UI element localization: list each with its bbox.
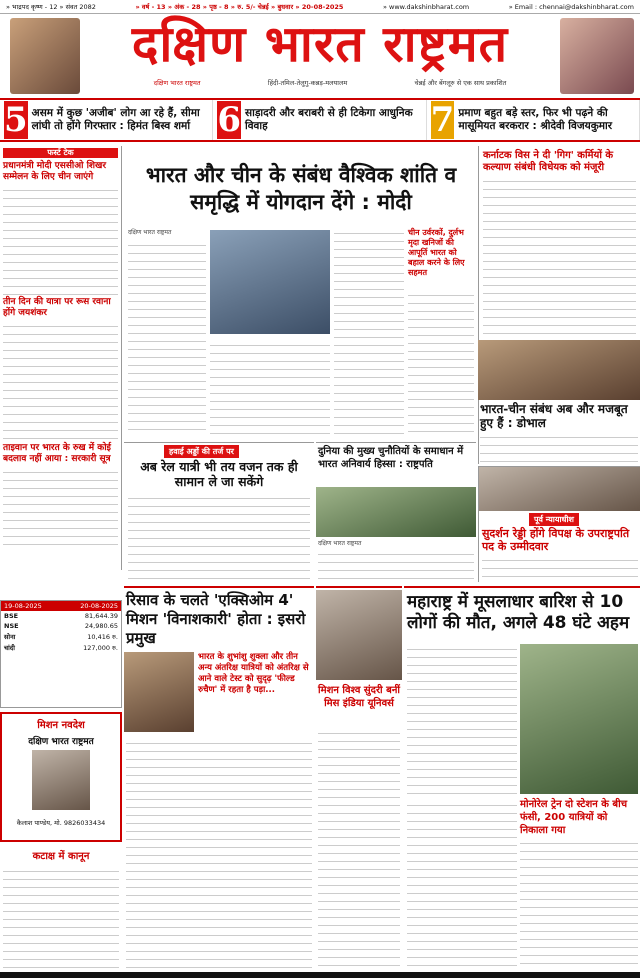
- right-headline[interactable]: कर्नाटक विस ने दी 'गिग' कर्मियों के कल्याण संबंधी विधेयक को मंजूरी: [483, 150, 614, 173]
- gold-label: सोना: [4, 633, 16, 641]
- rail-section: [124, 442, 314, 582]
- miss-india-section: [316, 586, 402, 970]
- text-block: [3, 467, 118, 547]
- isro-section: [124, 586, 314, 970]
- isro-subheadline[interactable]: भारत के शुभांशु शुक्ला और तीन अन्य अंतरिक्ष यात्रियों को अंतरिक्ष से आने वाले टेस्ट को सुदृढ़ 'फील्ड रुचैण' में रहता है पड़ा...: [198, 652, 309, 695]
- text-block: [210, 340, 330, 436]
- left-headline-2[interactable]: तीन दिन की यात्रा पर रूस रवाना होंगे जयशंकर: [3, 297, 111, 318]
- strip-text: असम में कुछ 'अजीब' लोग आ रहे हैं, सीमा लांघी तो होंगे गिरफ्तार : हिमंत बिस्व शर्मा: [31, 107, 200, 132]
- masthead-title: दक्षिण भारत राष्ट्रमत: [131, 14, 509, 73]
- ad-photo: [32, 750, 90, 810]
- text-block: [482, 555, 638, 581]
- silver-label: चांदी: [4, 644, 15, 652]
- market-bse: [1, 611, 121, 621]
- market-gold: [1, 631, 121, 642]
- meta-email[interactable]: » Email : chennai@dakshinbharat.com: [508, 2, 634, 11]
- left-headline-1[interactable]: प्रधानमंत्री मोदी एससीओ शिखर सम्मेलन के लिए चीन जाएंगे: [3, 161, 107, 182]
- left-kicker: फर्स्ट टेक: [3, 148, 118, 158]
- market-dates: [1, 601, 121, 611]
- gold-value: 10,416 रु.: [87, 633, 118, 641]
- rain-section: [404, 586, 640, 970]
- text-block: [407, 800, 517, 968]
- market-silver: [1, 642, 121, 653]
- market-box: [0, 600, 122, 708]
- president-section: [316, 442, 476, 582]
- strip-text: साड़ादरी और बराबरी से ही टिकेगा आधुनिक विवाह: [245, 107, 413, 132]
- market-nse: [1, 621, 121, 631]
- lead-headline[interactable]: भारत और चीन के संबंध वैश्विक शांति व समृद्धि में योगदान देंगे : मोदी: [145, 163, 457, 214]
- masthead-left-photo: [10, 18, 80, 94]
- tagline-3: चेन्नई और बेंगलूरु से एक साथ प्रकाशित: [414, 79, 507, 87]
- rain-photo: [520, 644, 638, 794]
- rain-headline[interactable]: महाराष्ट्र में मूसलाधार बारिश से 10 लोगों की मौत, अगले 48 घंटे अहम: [407, 592, 630, 633]
- market-date-1: 19-08-2025: [4, 602, 42, 610]
- masthead-tagline: [120, 78, 540, 87]
- strip-item[interactable]: [427, 100, 640, 140]
- left-column: [0, 146, 122, 570]
- reddy-headline[interactable]: सुदर्शन रेड्डी होंगे विपक्ष के उपराष्ट्रपति पद के उम्मीदवार: [482, 527, 630, 553]
- strip-page-number: 5: [4, 100, 28, 140]
- ad-paper: दक्षिण भारत राष्ट्रमत: [28, 737, 94, 747]
- doval-story: [478, 340, 640, 464]
- nse-value: 24,980.65: [84, 622, 118, 630]
- president-byline: दक्षिण भारत राष्ट्रमत: [318, 540, 362, 547]
- masthead-right-photo: [560, 18, 634, 94]
- meta-bar: [0, 0, 640, 14]
- lead-photo: [210, 230, 330, 334]
- text-block: [126, 738, 312, 968]
- tagline-2: हिंदी-तमिल-तेलुगु-कन्नड़-मलयालम: [267, 79, 348, 87]
- isro-photo: [124, 652, 194, 732]
- doval-photo: [478, 340, 640, 400]
- strip-text: प्रमाण बहुत बड़े स्तर, फिर भी पढ़ने की मासूमियत बरकरार : श्रीदेवी विजयकुमार: [458, 107, 613, 132]
- bse-value: 81,644.39: [84, 612, 118, 620]
- reddy-section: [478, 466, 640, 582]
- ad-title: मिशन नवदेश: [37, 720, 85, 731]
- reddy-photo: [479, 467, 640, 511]
- ad-contact: कैलाश पाण्डेय, मो. 9826033434: [16, 819, 106, 827]
- footer-rule: [0, 972, 640, 978]
- rail-tag: हवाई अड्डों की तर्ज पर: [164, 445, 239, 458]
- lead-byline: दक्षिण भारत राष्ट्रमत: [128, 229, 172, 236]
- bse-label: BSE: [4, 612, 19, 620]
- doval-headline[interactable]: भारत-चीन संबंध अब और मजबूत हुए हैं : डोभाल: [480, 402, 628, 430]
- text-block: [3, 185, 118, 295]
- strip-page-number: 6: [217, 100, 241, 140]
- text-block: [3, 321, 118, 441]
- isro-headline[interactable]: रिसाव के चलते 'एक्सिओम 4' मिशन 'विनाशकारी' होता : इसरो प्रमुख: [126, 591, 306, 647]
- miss-india-photo: [316, 590, 402, 680]
- text-block: [128, 240, 206, 436]
- president-headline[interactable]: दुनिया की मुख्य चुनौतियों के समाधान में भारत अनिवार्य हिस्सा : राष्ट्रपति: [318, 446, 464, 470]
- text-block: [334, 228, 404, 436]
- poem-box: [0, 846, 122, 974]
- text-block: [520, 838, 638, 968]
- president-photo: [316, 487, 476, 537]
- reddy-tag: पूर्व न्यायाधीश: [529, 513, 579, 526]
- rail-headline[interactable]: अब रेल यात्री भी तय वजन तक ही सामान ले जा सकेंगे: [140, 459, 298, 489]
- meta-date: » भाद्रपद कृष्ण - 12 » संवत 2082: [6, 3, 96, 11]
- lead-side-headline[interactable]: चीन उर्वरकों, दुर्लभ मृदा खनिजों की आपूर्ति भारत को बहाल करने के लिए सहमत: [408, 228, 465, 277]
- silver-value: 127,000 रु.: [83, 644, 118, 652]
- miss-india-headline[interactable]: मिशन विश्व सुंदरी बनीं मिस इंडिया यूनिवर्स: [318, 685, 400, 709]
- text-block: [480, 432, 638, 462]
- text-block: [318, 549, 474, 581]
- nse-label: NSE: [4, 622, 19, 630]
- text-block: [407, 644, 517, 794]
- monorail-headline[interactable]: मोनोरेल ट्रेन दो स्टेशन के बीच फंसी, 200 यात्रियों को निकाला गया: [520, 799, 628, 836]
- promo-ad[interactable]: [0, 712, 122, 842]
- market-date-2: 20-08-2025: [80, 602, 118, 610]
- top-strip: [0, 98, 640, 142]
- text-block: [318, 728, 400, 968]
- text-block: [128, 493, 310, 581]
- text-block: [408, 290, 474, 436]
- strip-item[interactable]: [0, 100, 213, 140]
- tagline-1: दक्षिण भारत राष्ट्रमत: [153, 79, 201, 87]
- meta-issue: » वर्ष - 13 » अंक - 28 » पृष्ठ - 8 » रु. 5/- चेन्नई » बुधवार » 20-08-2025: [135, 3, 344, 11]
- poem-title: कटाक्ष में कानून: [32, 851, 90, 862]
- strip-item[interactable]: [213, 100, 426, 140]
- text-block: [483, 176, 636, 356]
- text-block: [3, 866, 119, 972]
- left-headline-3[interactable]: ताइवान पर भारत के रुख में कोई बदलाव नहीं आया : सरकारी सूत्र: [3, 443, 111, 464]
- meta-web[interactable]: » www.dakshinbharat.com: [382, 2, 470, 11]
- strip-page-number: 7: [430, 100, 455, 140]
